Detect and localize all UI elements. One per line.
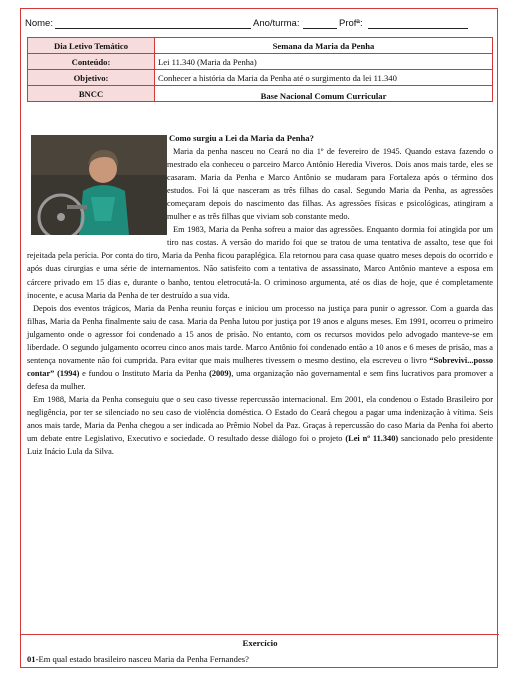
- class-label: Ano/turma:: [253, 18, 300, 29]
- question-number: 01-: [27, 654, 39, 664]
- name-label: Nome:: [25, 18, 53, 29]
- law-number: (Lei nº 11.340): [345, 434, 399, 444]
- exercise-section: [21, 634, 499, 664]
- question-text: Em qual estado brasileiro nasceu Maria da Penha Fernandes?: [38, 654, 249, 664]
- paragraph-2: Em 1983, Maria da Penha sofreu a maior das agressões. Enquanto dormia foi atingida por um tiro nas costas. A versão do marido foi que se tratou de uma tentativa de assalto, tese que foi rejeitada pela perícia. Por conta do tiro, Maria da Penha ficou paraplégica. Ela retornou para casa quase quatro meses depois do ocorrido e após duas cirurgias e uma série de internamentos. Não satisfeito com a tentativa de assassinato, Marco Antônio manteve a esposa em cárcere privado em 15 dias e, durante o banho, tentou eletrocutá-la. O criminoso argumenta, até os dias de hoje, que é completamente inocente, e acusa Maria da Penha de ter destruído a sua vida.: [27, 225, 493, 300]
- name-line[interactable]: [55, 28, 251, 29]
- worksheet-page: [20, 8, 498, 668]
- paragraph-1: Maria da penha nasceu no Ceará no dia 1º de fevereiro de 1945. Quando estava fazendo o mestrado ela conheceu o parceiro Marco Antônio Heredia Viveros. Dois anos mais tarde, eles se casaram. Maria da Penha e Marco Antônio se mudaram para Fortaleza após o término dos estudos. Foi lá que nasceram as três filhas do casal. Segundo Maria da Penha, as agressões começaram depois do nascimento das filhas. As agressões físicas e psicológicas, atingiram a mulher e as três filhas que viviam sob constante medo.: [167, 147, 493, 222]
- row-value: Base Nacional Comum Curricular: [155, 86, 493, 102]
- class-line[interactable]: [303, 28, 337, 29]
- article-title: Como surgiu a Lei da Maria da Penha?: [169, 133, 314, 143]
- book-title: “Sobrevivi...posso contar”: [27, 355, 493, 378]
- table-row: [28, 70, 493, 86]
- table-row: [28, 38, 493, 54]
- teacher-line[interactable]: [368, 28, 468, 29]
- p3-text-c: , uma organização não governamental e sem fins lucrativos para promover a defesa da mulher.: [27, 368, 494, 391]
- row-label: BNCC: [28, 86, 155, 102]
- row-label: Dia Letivo Temático: [28, 38, 155, 54]
- lesson-info-table: [27, 37, 493, 102]
- teacher-label: Profª:: [339, 18, 363, 29]
- row-value: Conhecer a história da Maria da Penha até o surgimento da lei 11.340: [155, 70, 493, 86]
- question-1: [27, 654, 249, 664]
- portrait-illustration: [31, 135, 167, 235]
- row-value: Semana da Maria da Penha: [155, 38, 493, 54]
- exercise-title: Exercício: [242, 638, 278, 648]
- p4-text-a: Em 1988, Maria da Penha conseguiu que o seu caso tivesse repercussão internacional. Em 2001, ela condenou o Estado Brasileiro por negligência, por ter se silenciado no seu caso de violência doméstica. O Estado do Ceará chegou a pagar uma indenização à vítima. Seis anos mais tarde, Maria da Penha chegou a ser indicada ao Prêmio Nobel da Paz. Graças à repercussão do caso Maria da Penha foi aberto um debate entre Legislativo, Executivo e sociedade. O resultado desse diálogo foi o projeto: [27, 394, 493, 444]
- row-label: Objetivo:: [28, 70, 155, 86]
- table-row: [28, 54, 493, 70]
- p3-text-b: e fundou o Instituto Maria da Penha: [82, 368, 207, 378]
- table-row: [28, 86, 493, 102]
- p3-text-a: Depois dos eventos trágicos, Maria da Penha reuniu forças e iniciou um processo na justiça para punir o agressor. Com a guarda das filhas, Maria da Penha finalmente saiu de casa. Maria da Penha lutou por justiça por 19 anos e alguns meses. Em 1991, ocorreu o primeiro julgamento onde o agressor foi condenado a 15 anos de prisão. No entanto, com os recursos movidos pelo advogado manteve-se em liberdade. O segundo julgamento ocorreu cinco anos mais tarde. Marco Antônio foi condenado então a 10 anos e 6 meses de prisão, mas a sentença novamente não foi cumprida. Para evitar que mais mulheres tivessem o mesmo destino, ela escreveu o livro: [27, 303, 493, 365]
- row-label: Conteúdo:: [28, 54, 155, 70]
- p4-text-b: sancionado pelo presidente Luiz Inácio Lula da Silva.: [27, 434, 493, 457]
- paragraph-4: [27, 393, 493, 458]
- institute-year: (2009): [209, 368, 232, 378]
- maria-da-penha-photo: [31, 135, 167, 235]
- row-value: Lei 11.340 (Maria da Penha): [155, 54, 493, 70]
- book-year: (1994): [57, 368, 80, 378]
- paragraph-3: [27, 302, 493, 393]
- student-header: [21, 9, 499, 31]
